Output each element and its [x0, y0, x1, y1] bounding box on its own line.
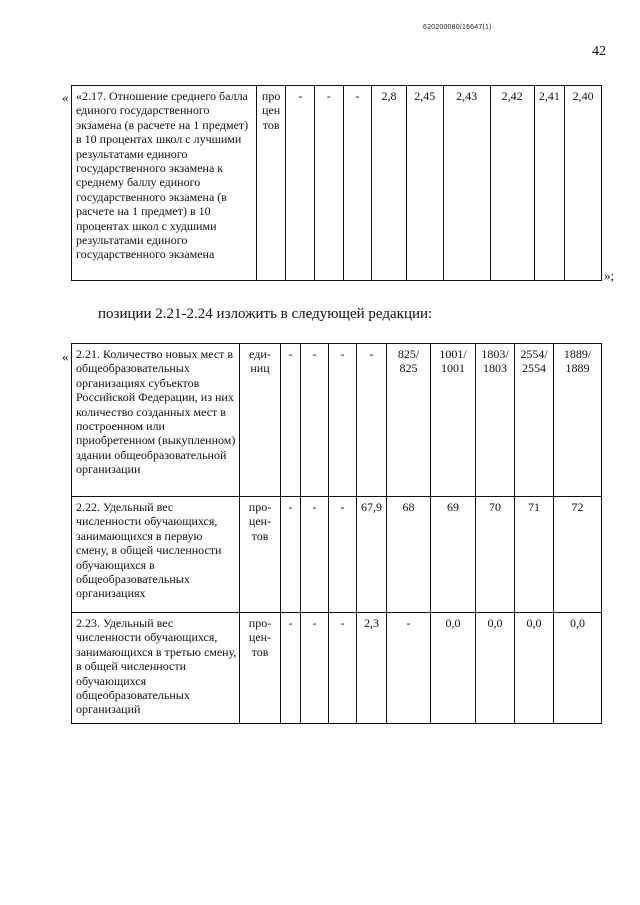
value-cell: - [343, 86, 372, 281]
value-cell: - [329, 613, 357, 724]
value-cell: 71 [515, 497, 554, 613]
value-cell: - [281, 344, 301, 497]
unit-part: тов [251, 528, 269, 543]
table-indicators-2-21-2-23 [71, 343, 602, 724]
table-indicator-2-17 [71, 85, 602, 281]
value-cell: 72 [554, 497, 602, 613]
value-cell: 1889/ 1889 [554, 344, 602, 497]
value-cell: 0,0 [515, 613, 554, 724]
value-cell: - [329, 497, 357, 613]
unit-part: про- [248, 616, 272, 630]
value-cell: 2,41 [534, 86, 565, 281]
unit-part: тов [251, 644, 269, 659]
value-cell: - [286, 86, 315, 281]
value-cell: 1001/ 1001 [431, 344, 476, 497]
value-cell: - [301, 497, 329, 613]
unit-part: цен- [248, 514, 272, 529]
value-cell: 2,43 [443, 86, 490, 281]
row-label: 2.22. Удельный вес численности обучающихся, занимающихся в первую смену, в общей численности обучающихся в общеобразовательных организациях [72, 497, 240, 613]
value-cell: - [387, 613, 431, 724]
value-cell: 67,9 [357, 497, 387, 613]
row-label: «2.17. Отношение среднего балла единого государственного экзамена (в расчете на 1 предмет) в 10 процентах школ с лучшими результатами единого государственного экзамена к среднему баллу единого государственного экзамена (в расчете на 1 предмет) в 10 процентах школ с худшими результатами единого государственного экзамена [72, 86, 257, 281]
value-cell: 2,42 [490, 86, 534, 281]
row-unit [240, 344, 281, 497]
value-cell: 2,45 [406, 86, 443, 281]
unit-part: про [261, 89, 281, 103]
page-number: 42 [592, 44, 606, 59]
unit-part: про- [248, 500, 272, 514]
close-quote-1: »; [604, 268, 615, 283]
table-row [72, 344, 602, 497]
unit-part: ниц [250, 361, 270, 376]
row-label: 2.21. Количество новых мест в общеобразовательных организациях субъектов Российской Федерации, из них количество созданных мест в построенном или приобретенном (выкупленном) здании общеобразовательной организации [72, 344, 240, 497]
value-cell: 69 [431, 497, 476, 613]
unit-part: тов [262, 117, 280, 132]
value-cell: 2,40 [565, 86, 602, 281]
open-quote-2: « [62, 349, 69, 364]
row-unit [256, 86, 286, 281]
value-cell: 0,0 [476, 613, 515, 724]
value-cell: 68 [387, 497, 431, 613]
value-cell: 1803/ 1803 [476, 344, 515, 497]
value-cell: - [315, 86, 344, 281]
value-cell: 2554/ 2554 [515, 344, 554, 497]
document-code: 620200080/16647(1) [423, 24, 492, 31]
open-quote-1: « [62, 90, 69, 105]
unit-part: цен- [248, 630, 272, 645]
value-cell: - [357, 344, 387, 497]
value-cell: 0,0 [554, 613, 602, 724]
value-cell: 2,3 [357, 613, 387, 724]
value-cell: - [301, 613, 329, 724]
table-row [72, 86, 602, 281]
unit-part: цен [262, 103, 281, 118]
row-label: 2.23. Удельный вес численности обучающихся, занимающихся в третью смену, в общей численности обучающихся общеобразовательных организаций [72, 613, 240, 724]
value-cell: 2,8 [372, 86, 407, 281]
row-unit [240, 613, 281, 724]
value-cell: - [281, 497, 301, 613]
table-row [72, 497, 602, 613]
value-cell: - [329, 344, 357, 497]
value-cell: 0,0 [431, 613, 476, 724]
row-unit [240, 497, 281, 613]
unit-part: еди- [249, 347, 271, 361]
value-cell: 70 [476, 497, 515, 613]
value-cell: 825/ 825 [387, 344, 431, 497]
instruction-text: позиции 2.21-2.24 изложить в следующей редакции: [98, 306, 433, 322]
value-cell: - [301, 344, 329, 497]
table-row [72, 613, 602, 724]
value-cell: - [281, 613, 301, 724]
